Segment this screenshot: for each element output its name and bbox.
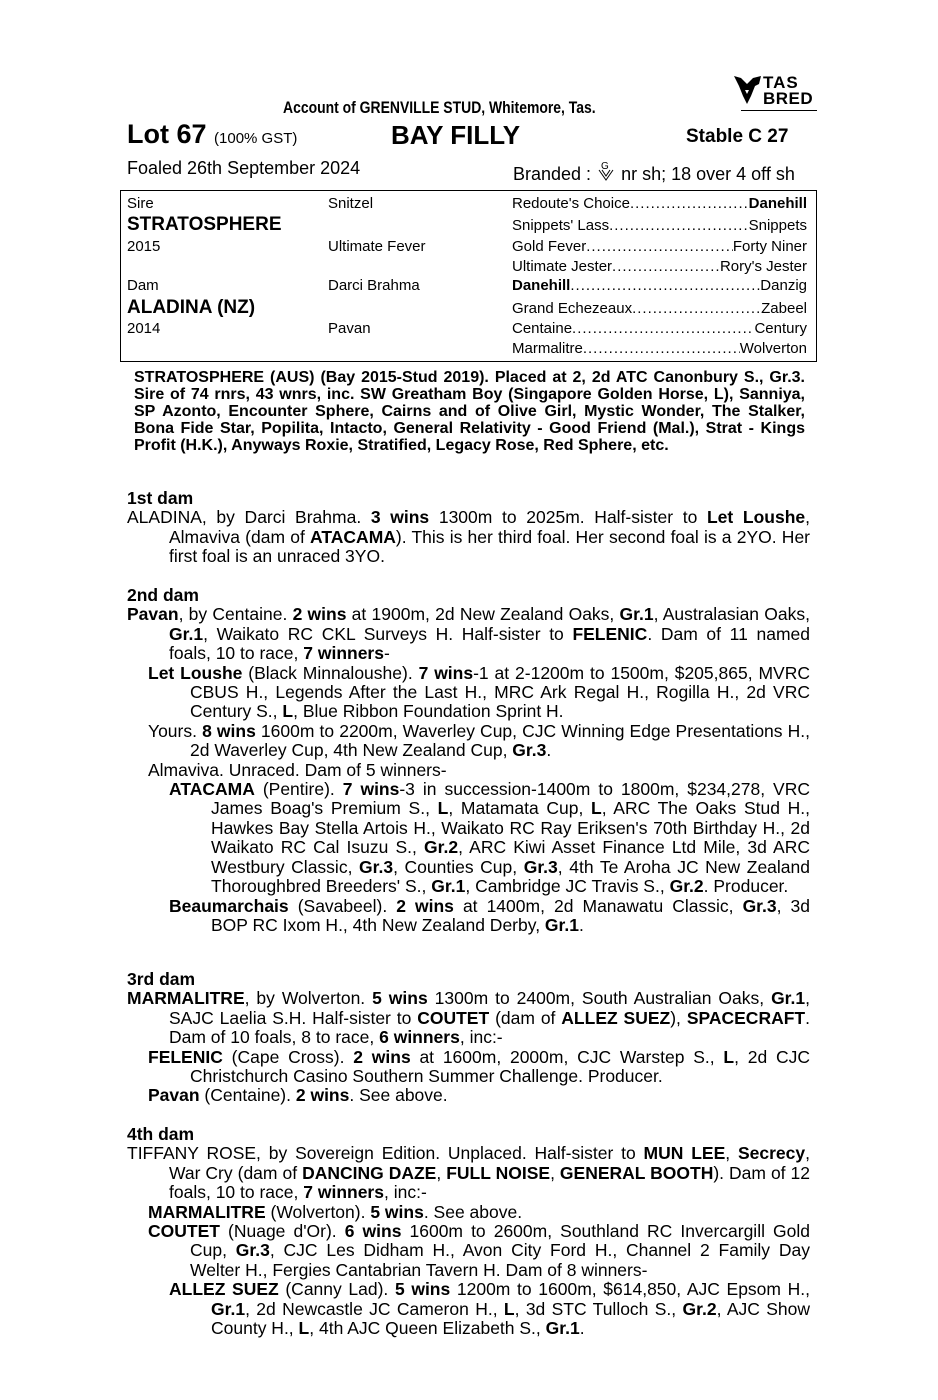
brand-description — [513, 158, 795, 185]
ancestor-sire-name: Rory's Jester — [719, 258, 807, 275]
granddam-sire: Ultimate Fever — [328, 238, 426, 255]
pedigree-row — [512, 195, 807, 212]
ancestor-name: Gold Fever — [512, 238, 587, 255]
produce-entry: ATACAMA (Pentire). 7 wins-3 in succession-1400m to 1800m, $234,278, VRC James Boag's Premium S., L, Matamata Cup, L, ARC The Oaks Stud H., Hawkes Bay Stella Artois H., Waikato RC Ray Eriksen's 70th Birthday H., 2d Waikato RC Cal Isuzu S., Gr.2, ARC Kiwi Asset Finance Ltd Mile, 3d ARC Westbury Classic, Gr.3, Counties Cup, Gr.3, 4th Te Aroha JC New Zealand Thoroughbred Breeders' S., Gr.1, Cambridge JC Travis S., Gr.2. Producer. — [169, 779, 811, 897]
foaled-date: Foaled 26th September 2024 — [127, 158, 361, 178]
granddam-dam: Pavan — [328, 320, 371, 337]
dam-section — [127, 586, 810, 935]
dam-heading: 1st dam — [127, 488, 194, 508]
produce-entry: ALADINA, by Darci Brahma. 3 wins 1300m to 2025m. Half-sister to Let Loushe, Almaviva (dam of ATACAMA). This is her third foal. Her second foal is a 2YO. Her first foal is an unraced 3YO. — [127, 507, 811, 567]
dam-year: 2014 — [127, 320, 161, 337]
sire-name: STRATOSPHERE — [127, 214, 282, 235]
ancestor-sire-name: Century — [754, 320, 807, 337]
dam-name: ALADINA (NZ) — [127, 297, 256, 318]
sire-label: Sire — [127, 195, 154, 212]
pedigree-row — [512, 238, 807, 255]
ancestor-sire-name: Zabeel — [761, 300, 807, 317]
tasbred-logo — [733, 74, 819, 118]
ancestor-sire-name: Forty Niner — [732, 238, 807, 255]
logo-text-tas: TAS — [763, 73, 799, 92]
ancestor-sire-name: Snippets — [748, 217, 807, 234]
produce-entry: Pavan, by Centaine. 2 wins at 1900m, 2d New Zealand Oaks, Gr.1, Australasian Oaks, Gr.1, Waikato RC CKL Surveys H. Half-sister to FELENIC. Dam of 11 named foals, 10 to race, 7 winners- — [127, 604, 810, 664]
ancestor-name: Danehill — [512, 277, 571, 294]
pedigree-row — [512, 320, 807, 337]
dot-leader — [583, 340, 740, 357]
produce-entry: Pavan (Centaine). 2 wins. See above. — [148, 1085, 448, 1106]
dam-heading: 4th dam — [127, 1124, 195, 1144]
ancestor-name: Ultimate Jester — [512, 258, 613, 275]
dot-leader — [630, 195, 749, 212]
dam-section — [127, 1125, 810, 1338]
sex-colour: BAY FILLY — [391, 120, 521, 150]
dam-section — [127, 489, 810, 567]
pedigree-row — [512, 258, 807, 275]
lot-label: Lot 67 — [127, 119, 207, 149]
ancestor-sire-name: Danzig — [760, 277, 807, 294]
stable-location: Stable C 27 — [686, 126, 789, 147]
ancestor-sire-name: Danehill — [748, 195, 807, 212]
pedigree-row — [512, 277, 807, 294]
ancestor-name: Grand Echezeaux — [512, 300, 633, 317]
ancestor-name: Marmalitre — [512, 340, 583, 357]
brand-mark-icon — [596, 160, 616, 182]
dot-leader — [572, 320, 754, 337]
produce-entry: Almaviva. Unraced. Dam of 5 winners- — [148, 759, 447, 780]
horse-head-icon — [733, 74, 763, 106]
logo-text-bred: BRED — [763, 89, 814, 108]
logo-tagline-divider — [741, 110, 817, 111]
pedigree-row — [512, 217, 807, 234]
dam-label: Dam — [127, 277, 159, 294]
produce-entry: TIFFANY ROSE, by Sovereign Edition. Unplaced. Half-sister to MUN LEE, Secrecy, War Cry (dam of DANCING DAZE, FULL NOISE, GENERAL BOOTH). Dam of 12 foals, 10 to race, 7 winners, inc:- — [127, 1143, 810, 1203]
branded-text: nr sh; 18 over 4 off sh — [621, 164, 795, 184]
sire-year: 2015 — [127, 238, 161, 255]
vendor-account: Account of GRENVILLE STUD, Whitemore, Tas. — [283, 98, 596, 117]
lot-number — [127, 119, 297, 150]
ancestor-sire-name: Wolverton — [739, 340, 807, 357]
svg-text:G: G — [601, 161, 609, 172]
sire-summary: STRATOSPHERE (AUS) (Bay 2015-Stud 2019). Placed at 2, 2d ATC Canonbury S., Gr.3. Sire of 74 rnrs, 43 wnrs, inc. SW Greatham Boy (Singapore Golden Horse, L), Sanniya, SP Azonto, Encounter Sphere, Cairns and of Olive Girl, Mystic Wonder, The Stalker, Bona Fide Star, Popilita, Intacto, General Relativity - Good Friend (Mal.), Strat - Kings Profit (H.K.), Anyways Roxie, Stratified, Legacy Rose, Red Sphere, etc. — [134, 369, 805, 454]
ancestor-name: Redoute's Choice — [512, 195, 630, 212]
pedigree-row — [512, 340, 807, 357]
ancestor-name: Centaine — [512, 320, 573, 337]
dam-section — [127, 970, 810, 1106]
dam-heading: 2nd dam — [127, 585, 199, 605]
dot-leader — [586, 238, 733, 255]
branded-label: Branded : — [513, 164, 592, 184]
produce-entry: FELENIC (Cape Cross). 2 wins at 1600m, 2000m, CJC Warstep S., L, 2d CJC Christchurch Casino Southern Summer Challenge. Producer. — [148, 1046, 810, 1087]
produce-entry: MARMALITRE (Wolverton). 5 wins. See above. — [148, 1201, 523, 1222]
grandsire-sire: Snitzel — [328, 195, 374, 212]
produce-entry: Let Loushe (Black Minnaloushe). 7 wins-1 at 2-1200m to 1500m, $205,865, MVRC CBUS H., Legends After the Last H., MRC Ark Regal H., Rogilla H., 2d VRC Century S., L, Blue Ribbon Foundation Sprint H. — [148, 662, 810, 722]
ancestor-name: Snippets' Lass — [512, 217, 610, 234]
produce-entry: COUTET (Nuage d'Or). 6 wins 1600m to 2600m, Southland RC Invercargill Gold Cup, Gr.3, CJC Les Didham H., Avon City Ford H., Channel 2 Family Day Welter H., Fergies Cantabrian Tavern H. Dam of 8 winners- — [148, 1221, 810, 1280]
gst-note: (100% GST) — [214, 130, 298, 147]
produce-entry: Yours. 8 wins 1600m to 2200m, Waverley Cup, CJC Winning Edge Presentations H., 2d Waverley Cup, 4th New Zealand Cup, Gr.3. — [148, 720, 810, 761]
produce-entry: MARMALITRE, by Wolverton. 5 wins 1300m to 2400m, South Australian Oaks, Gr.1, SAJC Laelia S.H. Half-sister to COUTET (dam of ALLEZ SUEZ), SPACECRAFT. Dam of 10 foals, 8 to race, 6 winners, inc:- — [127, 988, 810, 1048]
produce-entry: Beaumarchais (Savabeel). 2 wins at 1400m, 2d Manawatu Classic, Gr.3, 3d BOP RC Ixom H., 4th New Zealand Derby, Gr.1. — [169, 895, 810, 935]
pedigree-row — [512, 300, 807, 317]
dam-heading: 3rd dam — [127, 969, 196, 989]
grandsire-dam: Darci Brahma — [328, 277, 420, 294]
pedigree-table — [120, 190, 817, 362]
produce-entry: ALLEZ SUEZ (Canny Lad). 5 wins 1200m to 1600m, $614,850, AJC Epsom H., Gr.1, 2d Newcastle JC Cameron H., L, 3d STC Tulloch S., Gr.2, AJC Show County H., L, 4th AJC Queen Elizabeth S., Gr.1. — [169, 1279, 810, 1339]
dot-leader — [570, 277, 760, 294]
dot-leader — [609, 217, 749, 234]
dot-leader — [632, 300, 761, 317]
dot-leader — [612, 258, 720, 275]
